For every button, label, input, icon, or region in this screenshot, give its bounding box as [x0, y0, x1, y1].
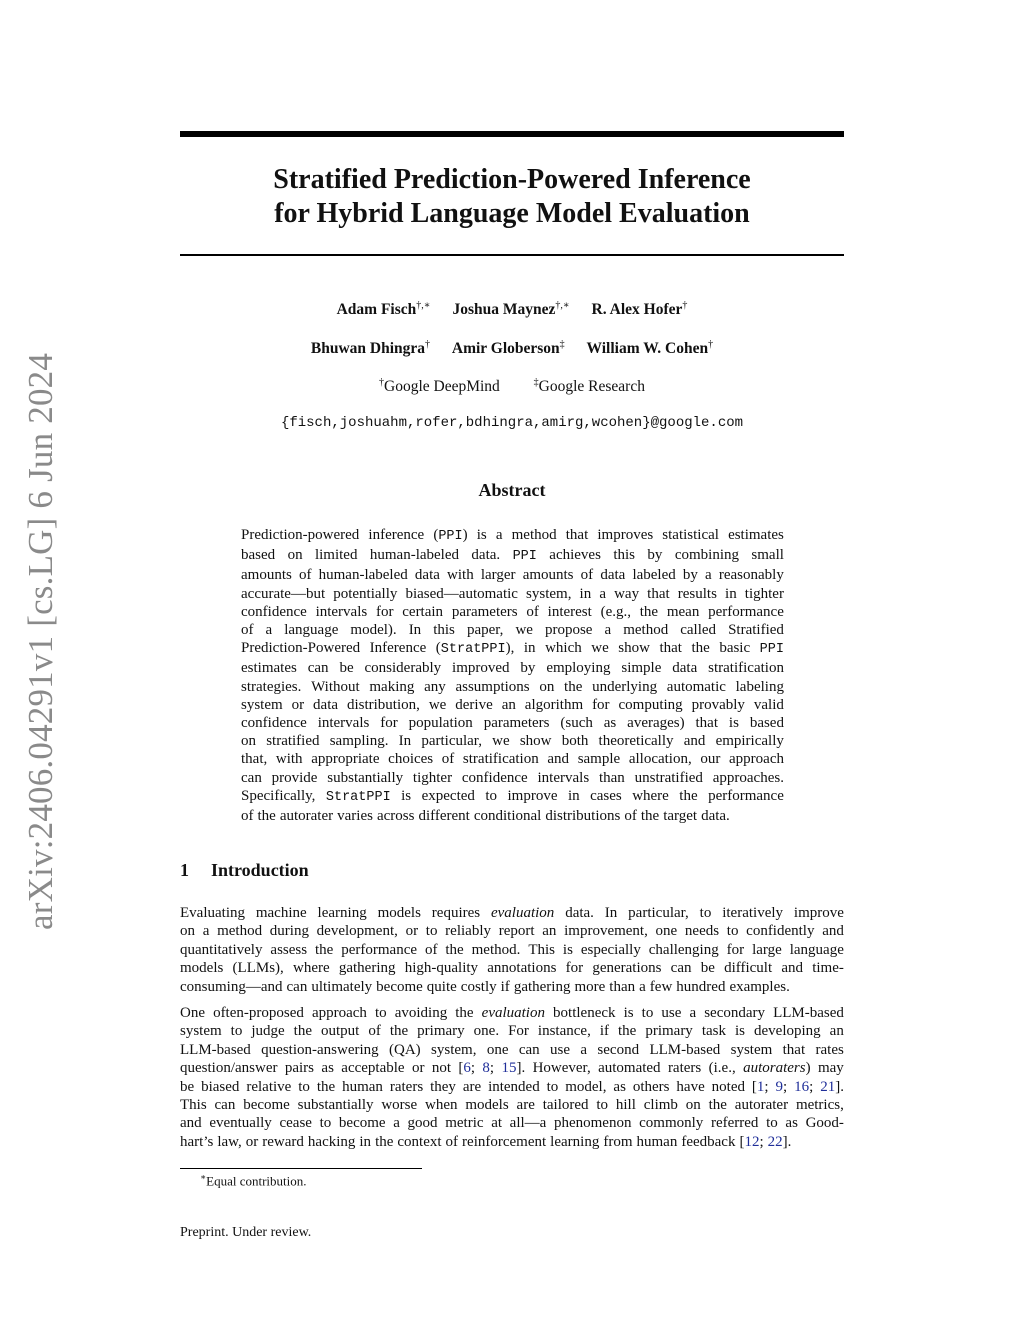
authors-row-2	[180, 339, 844, 358]
text-line: models (LLMs), where gathering high-quality annotations for generations can be difficult and time-	[180, 960, 844, 977]
text-line: quantitatively assess the performance of the method. This is especially challenging for large language	[180, 941, 844, 958]
text-line: Evaluating machine learning models requires evaluation data. In particular, to iteratively improve	[180, 905, 844, 921]
section-heading-introduction	[180, 860, 309, 881]
arxiv-stamp	[12, 352, 70, 930]
text-line: on a method during development, or to reliably report an improvement, one needs to confidently and	[180, 923, 844, 940]
intro-paragraph-2	[180, 1004, 844, 1151]
affiliations	[180, 377, 844, 396]
author: Adam Fisch†,∗	[336, 300, 431, 319]
text-line: strategies. Without making any assumptions on the underlying automatic labeling	[241, 678, 784, 695]
intro-paragraph-1	[180, 904, 844, 996]
title-rule-top	[180, 131, 844, 137]
title-line-1: Stratified Prediction-Powered Inference	[273, 164, 751, 195]
text-line: system to judge the output of the primary one. For instance, if the primary task is developing an	[180, 1023, 844, 1040]
text-line: of a language model). In this paper, we propose a method called Stratified	[241, 622, 784, 639]
abstract-body	[241, 526, 784, 825]
title-rule-bottom	[180, 254, 844, 256]
section-number: 1	[180, 860, 189, 880]
affiliation: †Google DeepMind	[379, 377, 500, 396]
paper-title	[180, 163, 844, 231]
authors-row-1	[180, 300, 844, 319]
arxiv-stamp-text: arXiv:2406.04291v1 [cs.LG] 6 Jun 2024	[21, 352, 60, 930]
text-line: amounts of human-labeled data with larger amounts of data labeled by a reasonably	[241, 567, 784, 584]
section-title: Introduction	[211, 860, 309, 880]
text-line: on stratified sampling. In particular, we show both theoretically and empirically	[241, 733, 784, 750]
author: Amir Globerson‡	[451, 339, 565, 358]
text-line: hart’s law, or reward hacking in the context of reinforcement learning from human feedback [12; 22].	[180, 1133, 792, 1150]
preprint-footer: Preprint. Under review.	[180, 1225, 312, 1240]
text-line: based on limited human-labeled data. PPI achieves this by combining small	[241, 547, 784, 565]
author-emails: {fisch,joshuahm,rofer,bdhingra,amirg,wcohen}@google.com	[280, 415, 744, 431]
text-line: confidence intervals for population parameters (such as averages) that is based	[241, 715, 784, 732]
footnote-rule	[180, 1168, 422, 1169]
text-line: Specifically, StratPPI is expected to improve in cases where the performance	[241, 787, 784, 805]
author: R. Alex Hofer†	[591, 300, 688, 319]
text-line: Prediction-powered inference (PPI) is a method that improves statistical estimates	[241, 527, 784, 544]
text-line: that, with appropriate choices of stratification and sample allocation, our approach	[241, 751, 784, 768]
text-line: LLM-based question-answering (QA) system, one can use a second LLM-based system that rates	[180, 1041, 844, 1058]
footnote: ∗Equal contribution.	[200, 1172, 307, 1189]
text-line: estimates can be considerably improved by employing simple data stratification	[241, 660, 784, 677]
author: William W. Cohen†	[586, 339, 714, 358]
text-line: This can become substantially worse when models are tailored to hill climb on the autorater metrics,	[180, 1097, 844, 1114]
affiliation: ‡Google Research	[533, 377, 645, 396]
text-line: of the autorater varies across different conditional distributions of the target data.	[241, 808, 730, 825]
title-line-2: for Hybrid Language Model Evaluation	[274, 198, 750, 229]
author: Bhuwan Dhingra†	[310, 339, 430, 358]
text-line: be biased relative to the human raters they are intended to model, as others have noted [1; 9; 16; 21].	[180, 1078, 844, 1095]
text-line: and eventually cease to become a good metric at all—a phenomenon commonly referred to as Good-	[180, 1115, 844, 1132]
text-line: One often-proposed approach to avoiding the evaluation bottleneck is to use a secondary LLM-based	[180, 1005, 844, 1021]
abstract-heading: Abstract	[478, 480, 546, 500]
text-line: question/answer pairs as acceptable or not [6; 8; 15]. However, automated raters (i.e., autoraters) may	[180, 1060, 844, 1077]
text-line: system or data distribution, we derive an algorithm for computing provably valid	[241, 696, 784, 713]
text-line: can provide substantially tighter confidence intervals than unstratified approaches.	[241, 769, 784, 786]
author: Joshua Maynez†,∗	[452, 300, 570, 319]
text-line: Prediction-Powered Inference (StratPPI), in which we show that the basic PPI	[241, 640, 784, 658]
text-line: confidence intervals for certain parameters of interest (e.g., the mean performance	[241, 603, 784, 620]
text-line: consuming—and can ultimately become quite costly if gathering more than a few hundred examples.	[180, 978, 790, 995]
text-line: accurate—but potentially biased—automatic system, in a way that results in tighter	[241, 585, 784, 602]
